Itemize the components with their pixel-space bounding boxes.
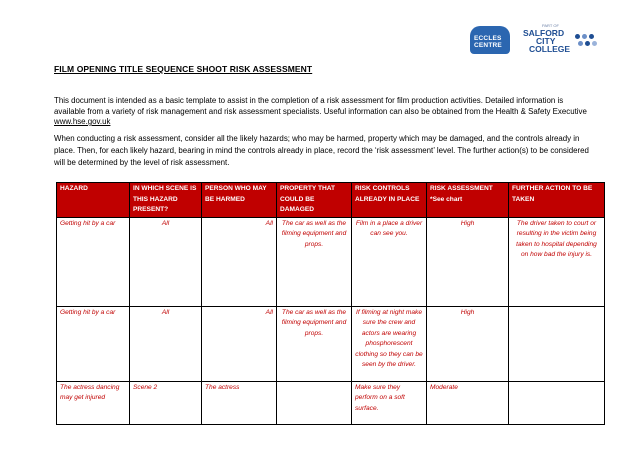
- cell-further-action: [509, 306, 605, 381]
- risk-assessment-table: [56, 182, 605, 425]
- header-property: PROPERTY THAT COULD BE DAMAGED: [277, 183, 352, 218]
- table-header-row: [57, 183, 605, 218]
- eccles-logo-text-1: ECCLES: [474, 35, 502, 42]
- cell-scene: All: [130, 306, 202, 381]
- eccles-centre-logo: [470, 26, 510, 54]
- header-further-action: FURTHER ACTION TO BE TAKEN: [509, 183, 605, 218]
- cell-hazard: Getting hit by a car: [57, 306, 130, 381]
- cell-further-action: [509, 381, 605, 424]
- cell-controls: If filming at night make sure the crew and actors are wearing phosphorescent clothing so they can be seen by the driver.: [352, 306, 427, 381]
- salford-logo-text-3: COLLEGE: [529, 44, 571, 54]
- table-row: [57, 306, 605, 381]
- header-person: PERSON WHO MAY BE HARMED: [202, 183, 277, 218]
- cell-controls: Make sure they perform on a soft surface.: [352, 381, 427, 424]
- logo-dots-icon: [575, 34, 605, 48]
- cell-property: The car as well as the filming equipment and props.: [277, 217, 352, 306]
- salford-logo-small-text: PART OF: [542, 23, 559, 28]
- cell-assessment: Moderate: [427, 381, 509, 424]
- intro-text: This document is intended as a basic template to assist in the completion of a risk assessment for film production activities. Detailed information is available from a variety of risk management and risk assessment specialists. Useful information can also be obtained from the Health & Safety Executive: [54, 96, 587, 116]
- logo-group: [470, 23, 610, 56]
- cell-hazard: Getting hit by a car: [57, 217, 130, 306]
- document-title: FILM OPENING TITLE SEQUENCE SHOOT RISK ASSESSMENT: [54, 64, 313, 74]
- cell-scene: All: [130, 217, 202, 306]
- cell-person: All: [202, 306, 277, 381]
- table-row: [57, 217, 605, 306]
- intro-paragraph: [54, 96, 594, 128]
- header-hazard: HAZARD: [57, 183, 130, 218]
- cell-person: The actress: [202, 381, 277, 424]
- cell-further-action: The driver taken to court or resulting in the victim being taken to hospital depending on how bad the injury is.: [509, 217, 605, 306]
- cell-property: The car as well as the filming equipment and props.: [277, 306, 352, 381]
- cell-person: All: [202, 217, 277, 306]
- header-risk-assessment: RISK ASSESSMENT *See chart: [427, 183, 509, 218]
- cell-assessment: High: [427, 217, 509, 306]
- header-risk-controls: RISK CONTROLS ALREADY IN PLACE: [352, 183, 427, 218]
- header-scene: IN WHICH SCENE IS THIS HAZARD PRESENT?: [130, 183, 202, 218]
- cell-controls: Film in a place a driver can see you.: [352, 217, 427, 306]
- salford-city-college-logo: [520, 23, 615, 56]
- instructions-paragraph: When conducting a risk assessment, consider all the likely hazards; who may be harmed, property which may be damaged, and the controls already in place. Then, for each likely hazard, bearing in mind the controls already in place, record the ‘risk assessment’ level. The further action(s) to be considered will be determined by the level of risk assessment.: [54, 134, 589, 167]
- hse-link[interactable]: www.hse.gov.uk: [54, 117, 111, 126]
- cell-scene: Scene 2: [130, 381, 202, 424]
- table-row: [57, 381, 605, 424]
- eccles-logo-text-2: CENTRE: [474, 42, 502, 49]
- cell-hazard: The actress dancing may get injured: [57, 381, 130, 424]
- cell-assessment: High: [427, 306, 509, 381]
- salford-logo-text-1: SALFORD: [523, 28, 565, 38]
- salford-logo-text-2: CITY: [536, 36, 556, 46]
- cell-property: [277, 381, 352, 424]
